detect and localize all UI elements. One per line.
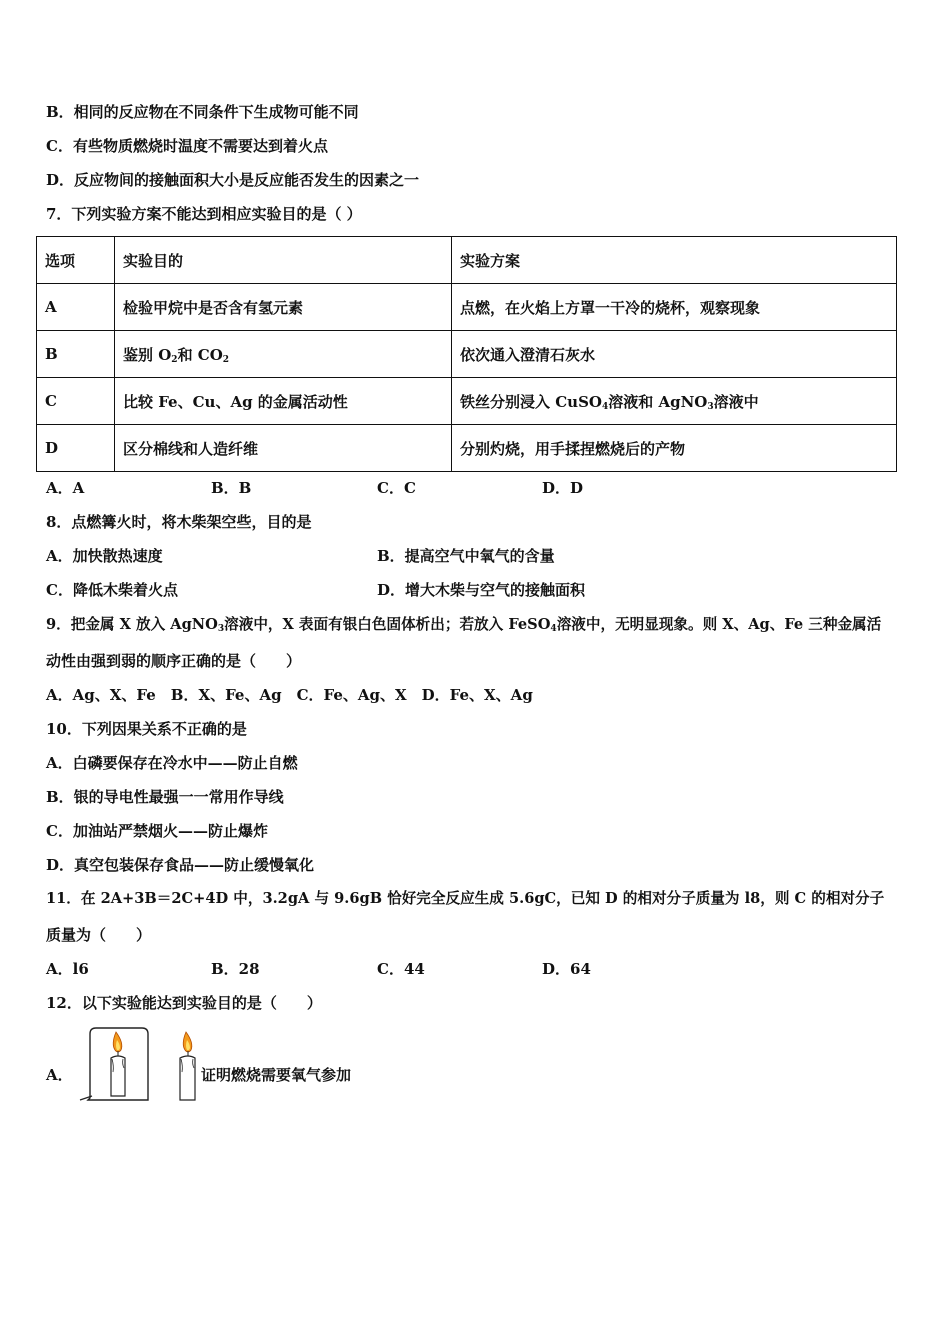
table-row (37, 378, 897, 425)
q7-answer-d: D．D (542, 479, 584, 497)
row-plan: 点燃，在火焰上方罩一干冷的烧杯，观察现象 (452, 284, 897, 331)
q7-stem: 7．下列实验方案不能达到相应实验目的是（ ） (46, 205, 362, 223)
row-goal: 区分棉线和人造纤维 (115, 425, 452, 472)
candle-open-icon (180, 1032, 195, 1100)
row-option: C (37, 378, 115, 425)
candle-experiment-figure (78, 1026, 203, 1102)
table-row (37, 284, 897, 331)
prev-option-d: D．反应物间的接触面积大小是反应能否发生的因素之一 (46, 171, 420, 189)
table-row (37, 425, 897, 472)
q11-answer-b: B．28 (211, 960, 260, 978)
candle-in-jar-icon (111, 1032, 125, 1096)
q12-option-a-label: A． (46, 1066, 73, 1084)
q10-option-c: C．加油站严禁烟火——防止爆炸 (46, 822, 268, 840)
q10-option-b: B．银的导电性最强一一常用作导线 (46, 788, 284, 806)
q11-stem: 11．在 2A+3B＝2C+4D 中，3.2gA 与 9.6gB 恰好完全反应生成 5.6gC，已知 D 的相对分子质量为 l8，则 C 的相对分子 (46, 890, 885, 907)
q8-option-b: B．提高空气中氧气的含量 (377, 547, 555, 565)
q9-stem: 9．把金属 X 放入 AgNO$_3$溶液中，X 表面有银白色固体析出；若放入 FeSO$_4$溶液中，无明显现象。则 X、Ag、Fe 三种金属活 (46, 616, 882, 634)
q7-answer-c: C．C (377, 479, 416, 497)
row-plan: 铁丝分别浸入 CuSO$_4$溶液和 AgNO$_3$溶液中 (452, 378, 897, 425)
q11-stem-line2: 质量为（ ） (46, 926, 152, 944)
row-goal: 检验甲烷中是否含有氢元素 (115, 284, 452, 331)
q7-experiment-table (36, 236, 897, 472)
q10-stem: 10．下列因果关系不正确的是 (46, 720, 247, 738)
q8-stem: 8．点燃篝火时，将木柴架空些，目的是 (46, 513, 312, 531)
row-option: A (37, 284, 115, 331)
row-goal: 鉴别 $O_2$和 $CO_2$ (115, 331, 452, 378)
table-row (37, 331, 897, 378)
q11-answer-a: A．l6 (46, 960, 89, 978)
header-goal: 实验目的 (115, 237, 452, 284)
header-plan: 实验方案 (452, 237, 897, 284)
q7-answer-a: A．A (46, 479, 85, 497)
q8-option-a: A．加快散热速度 (46, 547, 163, 565)
row-option: D (37, 425, 115, 472)
prev-option-b: B．相同的反应物在不同条件下生成物可能不同 (46, 103, 359, 121)
q7-answer-b: B．B (211, 479, 252, 497)
q9-stem-line2: 动性由强到弱的顺序正确的是（ ） (46, 652, 302, 670)
row-goal: 比较 Fe、Cu、Ag 的金属活动性 (115, 378, 452, 425)
prev-option-c: C．有些物质燃烧时温度不需要达到着火点 (46, 137, 328, 155)
q10-option-d: D．真空包装保存食品——防止缓慢氧化 (46, 856, 315, 874)
q9-options: A．Ag、X、Fe B．X、Fe、Ag C．Fe、Ag、X D．Fe、X、Ag (46, 686, 533, 704)
row-plan: 分别灼烧，用手揉捏燃烧后的产物 (452, 425, 897, 472)
row-plan: 依次通入澄清石灰水 (452, 331, 897, 378)
header-option: 选项 (37, 237, 115, 284)
row-option: B (37, 331, 115, 378)
q8-option-c: C．降低木柴着火点 (46, 581, 178, 599)
q12-option-a-caption: 证明燃烧需要氧气参加 (201, 1066, 352, 1084)
q11-answer-c: C．44 (377, 960, 425, 978)
table-header-row (37, 237, 897, 284)
q10-option-a: A．白磷要保存在冷水中——防止自燃 (46, 754, 298, 772)
q12-stem: 12．以下实验能达到实验目的是（ ） (46, 994, 322, 1012)
q8-option-d: D．增大木柴与空气的接触面积 (377, 581, 586, 599)
q11-answer-d: D．64 (542, 960, 591, 978)
